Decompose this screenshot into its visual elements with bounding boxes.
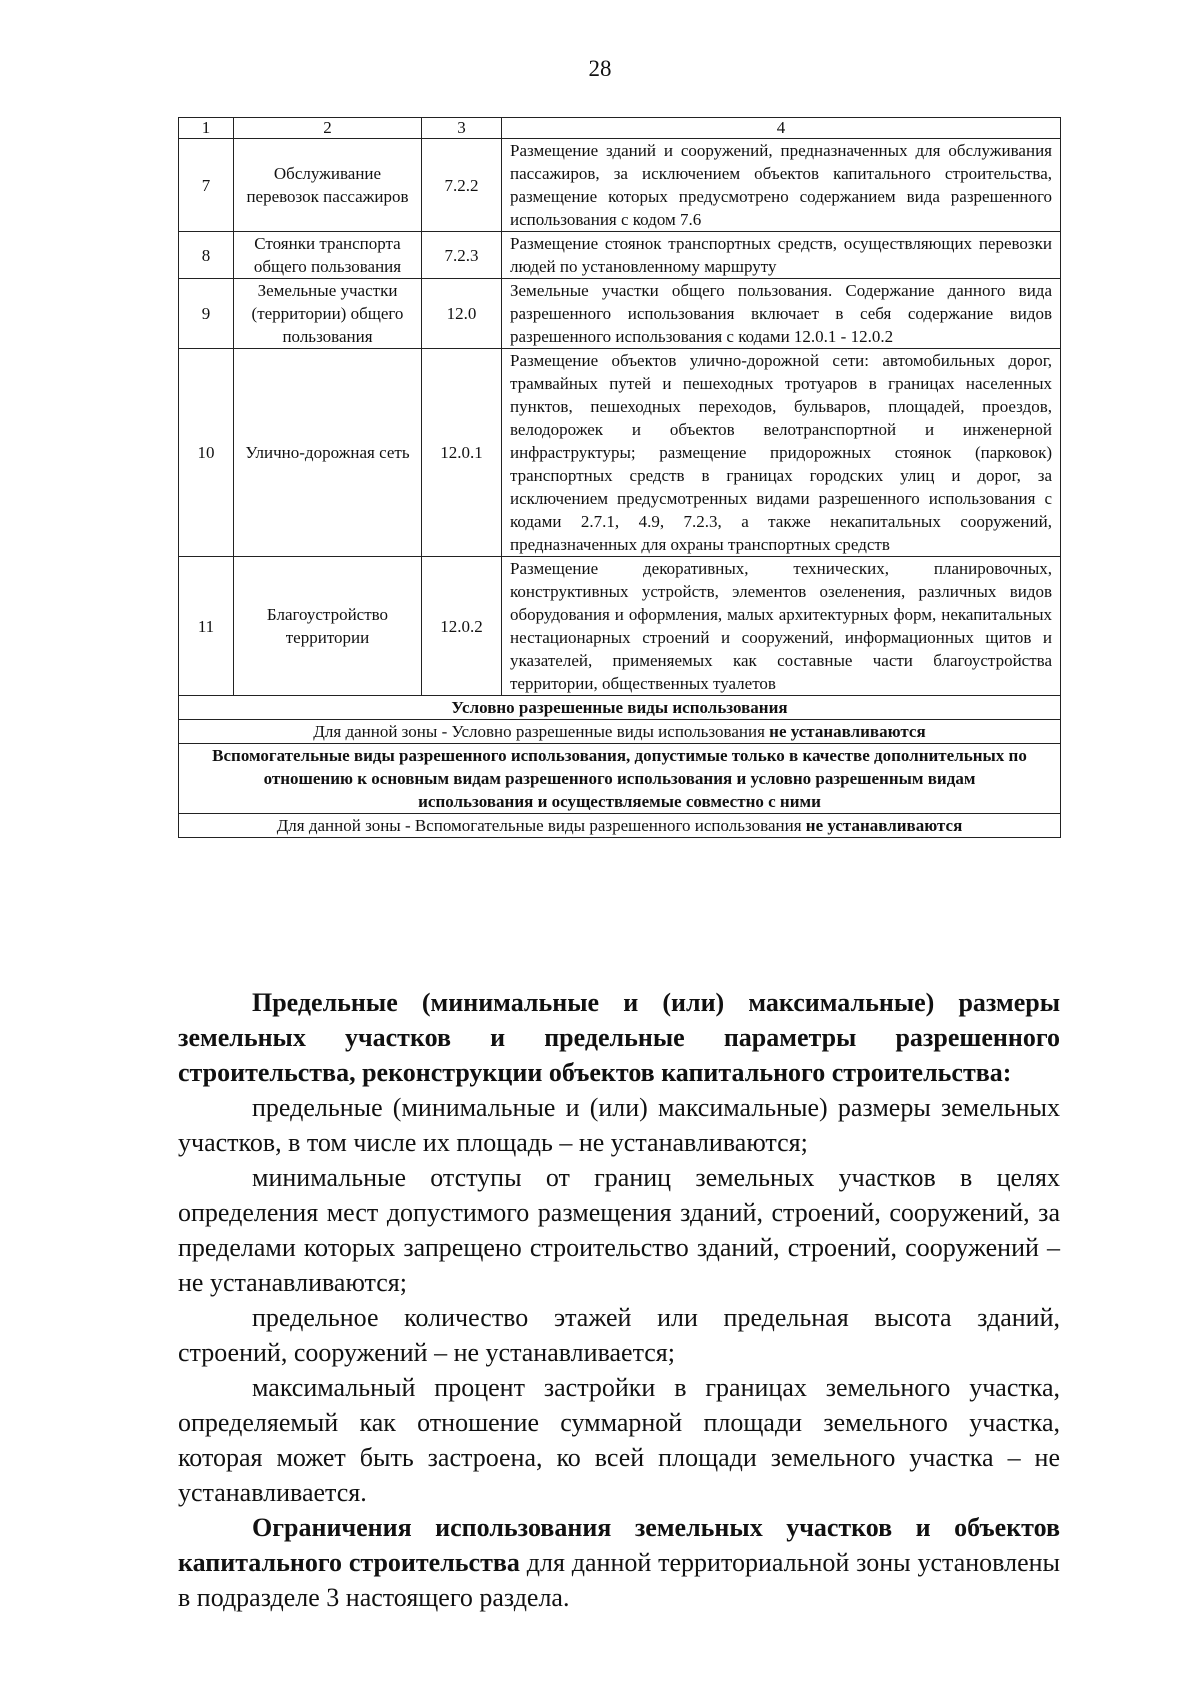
header-cell: 3 bbox=[422, 118, 502, 139]
auxiliary-note-text: Для данной зоны - Вспомогательные виды разрешенного использования bbox=[276, 816, 806, 835]
conditional-uses-heading: Условно разрешенные виды использования bbox=[179, 696, 1061, 720]
conditional-note-text: Для данной зоны - Условно разрешенные виды использования bbox=[313, 722, 770, 741]
use-type-description: Размещение декоративных, технических, планировочных, конструктивных устройств, элементов озеленения, различных видов оборудования и оформления, малых архитектурных форм, некапитальных нестационарных строений и сооружений, информационных щитов и указателей, применяемых как составные части благоустройства территории, общественных туалетов bbox=[502, 557, 1061, 696]
limits-paragraph: минимальные отступы от границ земельных участков в целях определения мест допустимого размещения зданий, строений, сооружений, за пределами которых запрещено строительство зданий, строений, сооружений – не устанавливаются; bbox=[178, 1163, 1060, 1297]
restrictions-paragraph bbox=[178, 1510, 1060, 1615]
auxiliary-uses-note bbox=[179, 814, 1061, 838]
conditional-note-row bbox=[179, 720, 1061, 744]
use-type-code: 7.2.2 bbox=[422, 139, 502, 232]
table-row bbox=[179, 349, 1061, 557]
table-row bbox=[179, 557, 1061, 696]
use-type-code: 12.0 bbox=[422, 279, 502, 349]
table-row bbox=[179, 139, 1061, 232]
use-type-description: Земельные участки общего пользования. Содержание данного вида разрешенного использования включает в себя содержание видов разрешенного использования с кодами 12.0.1 - 12.0.2 bbox=[502, 279, 1061, 349]
limits-heading: Предельные (минимальные и (или) максимальные) размеры земельных участков и предельные параметры разрешенного строительства, реконструкции объектов капитального строительства: bbox=[178, 988, 1060, 1087]
use-type-code: 7.2.3 bbox=[422, 232, 502, 279]
header-cell: 1 bbox=[179, 118, 234, 139]
row-number: 11 bbox=[179, 557, 234, 696]
restrictions-bold: Ограничения использования земельных участков и объектов капитального строительства bbox=[178, 1513, 1060, 1577]
row-number: 10 bbox=[179, 349, 234, 557]
limits-paragraph: предельные (минимальные и (или) максимальные) размеры земельных участков, в том числе их площадь – не устанавливаются; bbox=[178, 1093, 1060, 1157]
limits-section bbox=[178, 985, 1060, 1615]
row-number: 9 bbox=[179, 279, 234, 349]
auxiliary-note-row bbox=[179, 814, 1061, 838]
table-row bbox=[179, 279, 1061, 349]
row-number: 8 bbox=[179, 232, 234, 279]
use-type-name: Обслуживание перевозок пассажиров bbox=[234, 139, 422, 232]
auxiliary-note-bold: не устанавливаются bbox=[805, 816, 963, 835]
conditional-uses-note bbox=[179, 720, 1061, 744]
conditional-heading-row bbox=[179, 696, 1061, 720]
header-cell: 2 bbox=[234, 118, 422, 139]
limits-paragraph: максимальный процент застройки в границах земельного участка, определяемый как отношение суммарной площади земельного участка, которая может быть застроена, ко всей площади земельного участка – не устанавливается. bbox=[178, 1373, 1060, 1507]
limits-paragraph: предельное количество этажей или предельная высота зданий, строений, сооружений – не устанавливается; bbox=[178, 1303, 1060, 1367]
use-type-description: Размещение стоянок транспортных средств, осуществляющих перевозки людей по установленному маршруту bbox=[502, 232, 1061, 279]
table-header-row bbox=[179, 118, 1061, 139]
land-use-table bbox=[178, 117, 1061, 838]
use-type-description: Размещение объектов улично-дорожной сети: автомобильных дорог, трамвайных путей и пешеходных тротуаров в границах населенных пунктов, пешеходных переходов, бульваров, площадей, проездов, велодорожек и объектов велотранспортной и инженерной инфраструктуры; размещение придорожных стоянок (парковок) транспортных средств в границах городских улиц и дорог, за исключением предусмотренных видами разрешенного использования с кодами 2.7.1, 4.9, 7.2.3, а также некапитальных сооружений, предназначенных для охраны транспортных средств bbox=[502, 349, 1061, 557]
auxiliary-uses-heading: Вспомогательные виды разрешенного использования, допустимые только в качестве дополнительных по отношению к основным видам разрешенного использования и условно разрешенным видам использования и осуществляемые совместно с ними bbox=[179, 744, 1061, 814]
table-row bbox=[179, 232, 1061, 279]
use-type-description: Размещение зданий и сооружений, предназначенных для обслуживания пассажиров, за исключением объектов капитального строительства, размещение которых предусмотрено содержанием вида разрешенного использования с кодом 7.6 bbox=[502, 139, 1061, 232]
row-number: 7 bbox=[179, 139, 234, 232]
use-type-name: Земельные участки (территории) общего пользования bbox=[234, 279, 422, 349]
use-type-code: 12.0.2 bbox=[422, 557, 502, 696]
use-type-name: Стоянки транспорта общего пользования bbox=[234, 232, 422, 279]
use-type-name: Благоустройство территории bbox=[234, 557, 422, 696]
header-cell: 4 bbox=[502, 118, 1061, 139]
conditional-note-bold: не устанавливаются bbox=[769, 722, 926, 741]
page-number: 28 bbox=[588, 56, 612, 81]
restrictions-rest: для данной территориальной зоны установлены в подразделе 3 настоящего раздела. bbox=[178, 1548, 1060, 1612]
auxiliary-heading-row bbox=[179, 744, 1061, 814]
use-type-code: 12.0.1 bbox=[422, 349, 502, 557]
use-type-name: Улично-дорожная сеть bbox=[234, 349, 422, 557]
